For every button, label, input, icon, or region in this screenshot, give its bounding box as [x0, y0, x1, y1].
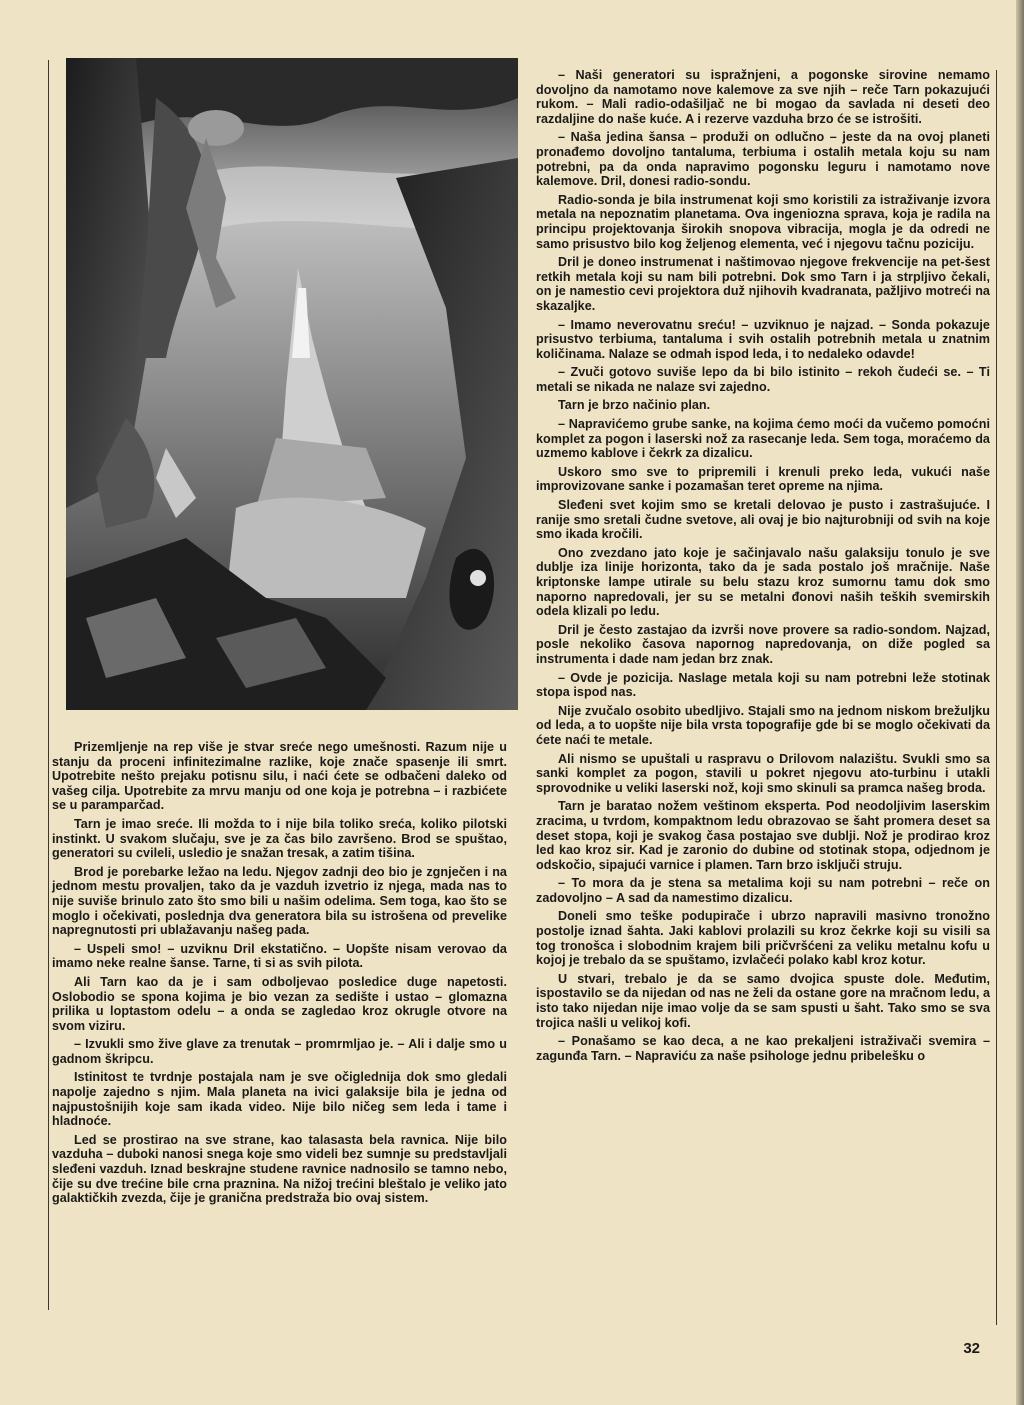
paragraph: – Imamo neverovatnu sreću! – uzviknuo je najzad. – Sonda pokazuje prisustvo terbiuma, tantaluma i svih ostalih potrebnih metala u znatnim količinama. Nalaze se odmah ispod leda, i to nedaleko odavde!	[536, 317, 990, 361]
page-edge-shadow	[1016, 0, 1024, 1405]
paragraph: Doneli smo teške podupirače i ubrzo napravili masivno tronožno postolje iznad šahta. Jaki kablovi prolazili su kroz čekrke koji su visili sa tog tronošca i slobodnim krajem bili pričvršćeni za veliku metalnu kofu u kojoj je trebalo da se spuštamo, izvlačeći polako kabl kroz kotur.	[536, 909, 990, 968]
paragraph: – To mora da je stena sa metalima koji su nam potrebni – reče on zadovoljno – A sad da namestimo dizalicu.	[536, 876, 990, 905]
paragraph: Ali nismo se upuštali u raspravu o Drilovom nalazištu. Svukli smo sa sanki komplet za pogon, stavili u pokret njegovu ato-turbinu i utakli sprovodnike u veliki laserski nož, koji smo skinuli sa pramca našeg broda.	[536, 751, 990, 795]
right-text-column	[536, 68, 990, 1067]
paragraph: – Zvuči gotovo suviše lepo da bi bilo istinito – rekoh čudeći se. – Ti metali se nikada ne nalaze svi zajedno.	[536, 365, 990, 394]
paragraph: U stvari, trebalo je da se samo dvojica spuste dole. Međutim, ispostavilo se da nijedan od nas ne želi da ostane gore na mračnom ledu, a isto tako nijedan nije imao volje da se sam spusti u šaht. Tako smo se sva trojica našli u velikoj kofi.	[536, 971, 990, 1030]
left-text-column	[52, 740, 507, 1210]
paragraph: – Naša jedina šansa – produži on odlučno – jeste da na ovoj planeti pronađemo dovoljno tantaluma, terbiuma i ostalih metala koju su nam potrebni, pa da onda napravimo pogonsku leguru i namotamo nove kalemove. Dril, donesi radio-sondu.	[536, 130, 990, 189]
paragraph: – Izvukli smo žive glave za trenutak – promrmljao je. – Ali i dalje smo u gadnom škripcu.	[52, 1037, 507, 1066]
paragraph: Uskoro smo sve to pripremili i krenuli preko leda, vukući naše improvizovane sanke i pozamašan teret opreme na njima.	[536, 464, 990, 494]
paragraph: Ali Tarn kao da je i sam odboljevao posledice duge napetosti. Oslobodio se spona kojima je bio vezan za sedište i ustao – glomazna prilika u loptastom odelu – a onda se zagledao kroz okrugle otvore na svom viziru.	[52, 974, 507, 1033]
illustration-artwork	[66, 58, 518, 710]
paragraph: – Naši generatori su ispražnjeni, a pogonske sirovine nemamo dovoljno da namotamo nove kalemove za sve njih – reče Tarn pokazujući rukom. – Mali radio-odašiljač ne bi mogao da savlada ni deseti deo razdaljine do naše kuće. A i rezerve vazduha brzo će se istrošiti.	[536, 68, 990, 126]
paragraph: Tarn je imao sreće. Ili možda to i nije bila toliko sreća, koliko pilotski instinkt. U svakom slučaju, sve je za čas bilo završeno. Brod se spuštao, generatori su cvileli, usledio je snažan tresak, a zatim tišina.	[52, 816, 507, 861]
paragraph: Sleđeni svet kojim smo se kretali delovao je pusto i zastrašujuće. I ranije smo sretali čudne svetove, ali ovaj je bio najturobniji od svih na koje smo ikada kročili.	[536, 498, 990, 542]
paragraph: Tarn je baratao nožem veštinom eksperta. Pod neodoljivim laserskim zracima, u tvrdom, kompaktnom ledu obrazovao se šaht promera deset sa deset stopa, koji je svakog časa postajao sve dublji. Nož je prodirao kroz led kao kroz sir. Kad je zaronio do dubine od stotinak stopa, odjednom je odskočio, sipajući varnice i plamen. Tarn brzo isključi struju.	[536, 799, 990, 872]
surreal-tower-illustration	[66, 58, 518, 710]
paragraph: Prizemljenje na rep više je stvar sreće nego umešnosti. Razum nije u stanju da proceni infinitezimalne razlike, koje znače spasenje ili smrt. Upotrebite nešto prejaku potisnu silu, i naći ćete se odbačeni daleko od vašeg cilja. Upotrebite za mrvu manju od one koja je potrebna – i razbićete se u paramparčad.	[52, 740, 507, 813]
paragraph: Led se prostirao na sve strane, kao talasasta bela ravnica. Nije bilo vazduha – duboki nanosi snega koje smo videli bez sumnje su predstavljali sleđeni vazduh. Iznad beskrajne studene ravnice nadnosilo se tamno nebo, čije su dve trećine bile crna praznina. Na nižoj trećini bleštalo je veliko jato galaktičkih zvezda, čije je granična predstraža bio ovaj sistem.	[52, 1132, 507, 1206]
paragraph: – Ovde je pozicija. Naslage metala koji su nam potrebni leže stotinak stopa ispod nas.	[536, 670, 990, 700]
paragraph: Istinitost te tvrdnje postajala nam je sve očiglednija dok smo gledali napolje zajedno s njim. Mala planeta na ivici galaksije bila je jedna od najpustošnijih koje sam ikada video. Nije bilo ničeg sem leda i tame i hladnoće.	[52, 1070, 507, 1129]
paragraph: Ono zvezdano jato koje je sačinjavalo našu galaksiju tonulo je sve dublje iza linije horizonta, tako da je sada postalo još mračnije. Naše kriptonske lampe utirale su belu stazu kroz sumornu tamu dok smo naporno napredovali, jer su se metalni đonovi naših teških svemirskih odela klizali po ledu.	[536, 545, 990, 619]
paragraph: Brod je porebarke ležao na ledu. Njegov zadnji deo bio je zgnječen i na jednom mestu provaljen, tako da je vazduh izvetrio iz njega, mada nas to nije suviše brinulo zato što smo bili u našim odelima. Sem toga, kao što se moglo i očekivati, poslednja dva generatora bila su istrošena od prevelike napregnutosti pri ublažavanju našeg pada.	[52, 864, 507, 938]
paragraph: Tarn je brzo načinio plan.	[558, 398, 711, 413]
right-column-rule	[996, 70, 997, 1325]
paragraph: – Ponašamo se kao deca, a ne kao prekaljeni istraživači svemira – zagunđa Tarn. – Napraviću za naše psihologe jednu pribelešku o	[536, 1034, 990, 1063]
paragraph: – Uspeli smo! – uzviknu Dril ekstatično. – Uopšte nisam verovao da imamo neke realne šanse. Tarne, ti si as svih pilota.	[52, 941, 507, 971]
page-number: 32	[963, 1340, 980, 1357]
paragraph: Nije zvučalo osobito ubedljivo. Stajali smo na jednom niskom brežuljku od leda, a to uopšte nije bila vrsta topografije gde bi se moglo očekivati da ćete naći te metale.	[536, 703, 990, 747]
left-column-rule	[48, 60, 49, 1310]
paragraph: Dril je doneo instrumenat i naštimovao njegove frekvencije na pet-šest retkih metala koji su nam bili potrebni. Dok smo Tarn i ja strpljivo čekali, on je namestio cevi projektora duž njihovih kvadranata, pažljivo motreći na skazaljke.	[536, 255, 990, 313]
paragraph: – Napravićemo grube sanke, na kojima ćemo moći da vučemo pomoćni komplet za pogon i laserski nož za rasecanje leda. Sem toga, moraćemo da uzmemo kablove i čekrk za dizalicu.	[536, 417, 990, 461]
paragraph: Radio-sonda je bila instrumenat koji smo koristili za istraživanje izvora metala na nepoznatim planetama. Ova ingeniozna sprava, koja je radila na principu projektovanja širokih snopova vibracija, mogla je da odredi ne samo prisustvo bilo kog željenog elementa, već i njegovu tačnu poziciju.	[536, 192, 990, 251]
paragraph: Dril je često zastajao da izvrši nove provere sa radio-sondom. Najzad, posle nekoliko časova napornog napredovanja, on diže pogled sa instrumenta i dade nam jedan brz znak.	[536, 622, 990, 666]
